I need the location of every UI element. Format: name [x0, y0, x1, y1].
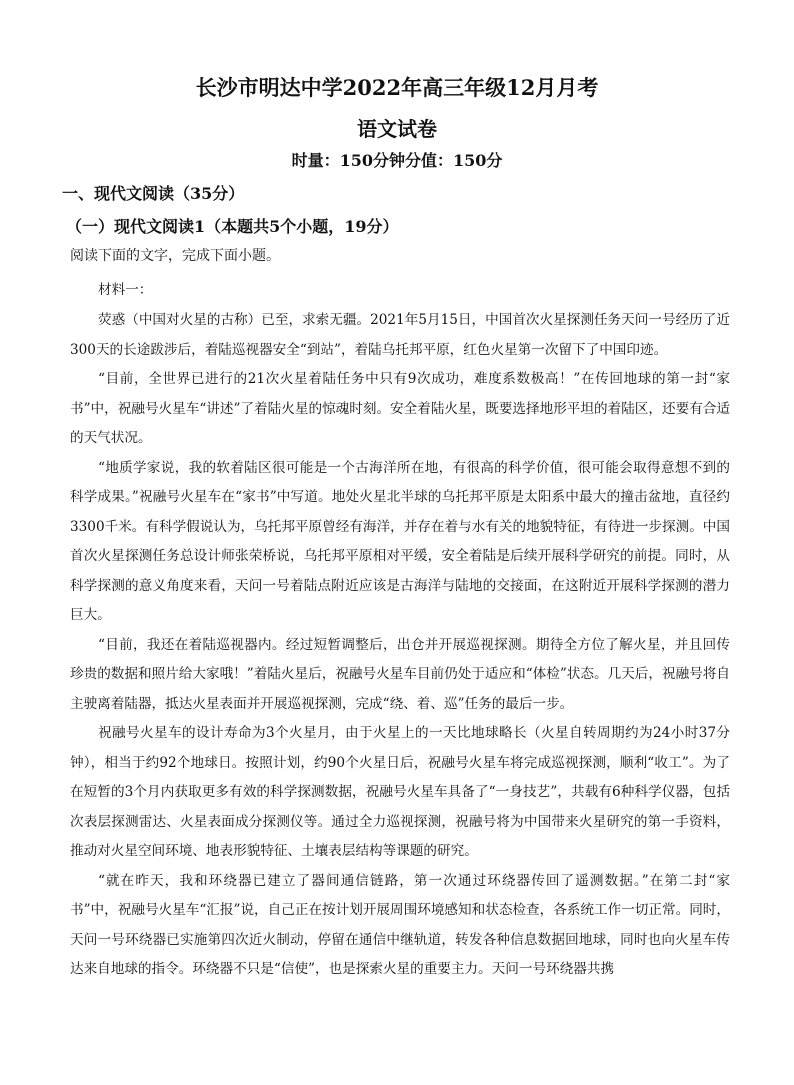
paragraph: “目前，全世界已进行的21次火星着陆任务中只有9次成功，难度系数极高！”在传回地球的第一封“家书”中，祝融号火星车“讲述”了着陆火星的惊魂时刻。安全着陆火星，既要选择地形平坦的着陆区，还要有合适的天气状况。: [70, 371, 730, 446]
section-heading: 一、现代文阅读（35分）: [62, 184, 245, 203]
subsection-heading: （一）现代文阅读1（本题共5个小题，19分）: [66, 217, 399, 236]
exam-title: 长沙市明达中学2022年高三年级12月月考: [195, 75, 599, 100]
paragraph: “就在昨天，我和环绕器已建立了器间通信链路，第一次通过环绕器传回了遥测数据。”在第二封“家书”中，祝融号火星车“汇报”说，自己正在按计划开展周围环境感知和状态检查，各系统工作一切正常。同时，天问一号环绕器已实施第四次近火制动，停留在通信中继轨道，转发各种信息数据回地球，同时也向火星车传达来自地球的指令。环绕器不只是“信使”，也是探索火星的重要主力。天问一号环绕器共携: [70, 872, 730, 977]
article-body: [70, 306, 730, 985]
paragraph: 荧惑（中国对火星的古称）已至，求索无疆。2021年5月15日，中国首次火星探测任务天问一号经历了近300天的长途跋涉后，着陆巡视器安全“到站”，着陆乌托邦平原，红色火星第一次留下了中国印迹。: [70, 312, 730, 358]
paragraph: “地质学家说，我的软着陆区很可能是一个古海洋所在地，有很高的科学价值，很可能会取得意想不到的科学成果。”祝融号火星车在“家书”中写道。地处火星北半球的乌托邦平原是太阳系中最大的撞击盆地，直径约3300千米。有科学假说认为，乌托邦平原曾经有海洋，并存在着与水有关的地貌特征，有待进一步探测。中国首次火星探测任务总设计师张荣桥说，乌托邦平原相对平缓，安全着陆是后续开展科学研究的前提。同时，从科学探测的意义角度来看，天问一号着陆点附近应该是古海洋与陆地的交接面，在这附近开展科学探测的潜力巨大。: [70, 459, 730, 623]
reading-instruction: 阅读下面的文字，完成下面小题。: [70, 248, 280, 264]
exam-subtitle: 语文试卷: [357, 117, 437, 141]
exam-meta: 时量：150分钟分值：150分: [291, 151, 503, 170]
material-label: 材料一：: [98, 282, 153, 298]
paragraph: “目前，我还在着陆巡视器内。经过短暂调整后，出仓并开展巡视探测。期待全方位了解火星，并且回传珍贵的数据和照片给大家哦！”着陆火星后，祝融号火星车目前仍处于适应和“体检”状态。几天后，祝融号将自主驶离着陆器，抵达火星表面并开展巡视探测，完成“绕、着、巡”任务的最后一步。: [70, 636, 730, 712]
paragraph: 祝融号火星车的设计寿命为3个火星月，由于火星上的一天比地球略长（火星自转周期约为24小时37分钟），相当于约92个地球日。按照计划，约90个火星日后，祝融号火星车将完成巡视探测，顺利“收工”。为了在短暂的3个月内获取更多有效的科学探测数据，祝融号火星车具备了“一身技艺”，共载有6种科学仪器，包括次表层探测雷达、火星表面成分探测仪等。通过全力巡视探测，祝融号将为中国带来火星研究的第一手资料，推动对火星空间环境、地表形貌特征、土壤表层结构等课题的研究。: [70, 725, 730, 859]
